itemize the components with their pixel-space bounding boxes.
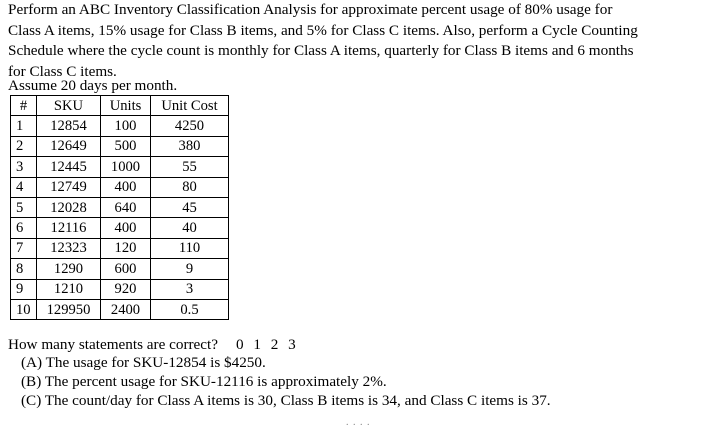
- row-sku: 12649: [37, 136, 101, 156]
- row-index: 6: [11, 218, 37, 238]
- row-index: 5: [11, 197, 37, 217]
- row-sku: 12116: [37, 218, 101, 238]
- row-sku: 1290: [37, 259, 101, 279]
- answer-options: 0 1 2 3: [236, 336, 296, 353]
- problem-line: Schedule where the cycle count is monthly for Class A items, quarterly for Class B items and 6 months: [8, 42, 634, 60]
- statement-c: (C) The count/day for Class A items is 30, Class B items is 34, and Class C items is 37.: [21, 392, 551, 409]
- row-sku: 12028: [37, 197, 101, 217]
- problem-line: Perform an ABC Inventory Classification Analysis for approximate percent usage of 80% usage for: [8, 1, 613, 18]
- question-line: [8, 336, 296, 354]
- row-unit-cost: 40: [151, 218, 229, 238]
- problem-line: Class A items, 15% usage for Class B items, and 5% for Class C items. Also, perform a Cycle Counting: [8, 21, 638, 39]
- table-row: [11, 136, 229, 156]
- row-sku: 12323: [37, 238, 101, 258]
- row-unit-cost: 4250: [151, 116, 229, 136]
- row-units: 600: [101, 259, 151, 279]
- row-unit-cost: 3: [151, 279, 229, 299]
- row-sku: 1210: [37, 279, 101, 299]
- statement-b: (B) The percent usage for SKU-12116 is approximately 2%.: [21, 373, 387, 390]
- table-row: [11, 259, 229, 279]
- table-row: [11, 299, 229, 319]
- table-row: [11, 116, 229, 136]
- assumption-text: Assume 20 days per month.: [8, 77, 178, 94]
- row-sku: 129950: [37, 299, 101, 319]
- row-sku: 12445: [37, 157, 101, 177]
- row-index: 2: [11, 136, 37, 156]
- table-row: [11, 218, 229, 238]
- row-units: 920: [101, 279, 151, 299]
- row-units: 1000: [101, 157, 151, 177]
- table-header-row: [11, 96, 229, 116]
- row-units: 400: [101, 177, 151, 197]
- header-sku: SKU: [37, 96, 101, 116]
- row-unit-cost: 380: [151, 136, 229, 156]
- header-units: Units: [101, 96, 151, 116]
- row-sku: 12854: [37, 116, 101, 136]
- row-index: 1: [11, 116, 37, 136]
- statement-a: (A) The usage for SKU-12854 is $4250.: [21, 354, 266, 371]
- problem-statement: [8, 0, 714, 82]
- row-units: 120: [101, 238, 151, 258]
- table-row: [11, 279, 229, 299]
- question-prompt: How many statements are correct?: [8, 336, 218, 353]
- row-index: 10: [11, 299, 37, 319]
- problem-line: for Class C items.: [8, 62, 117, 80]
- row-index: 7: [11, 238, 37, 258]
- table-row: [11, 157, 229, 177]
- row-index: 9: [11, 279, 37, 299]
- row-sku: 12749: [37, 177, 101, 197]
- row-index: 4: [11, 177, 37, 197]
- row-unit-cost: 45: [151, 197, 229, 217]
- inventory-table: [10, 95, 229, 320]
- row-index: 8: [11, 259, 37, 279]
- row-unit-cost: 9: [151, 259, 229, 279]
- row-unit-cost: 55: [151, 157, 229, 177]
- row-unit-cost: 110: [151, 238, 229, 258]
- row-units: 640: [101, 197, 151, 217]
- row-units: 100: [101, 116, 151, 136]
- table-row: [11, 238, 229, 258]
- row-index: 3: [11, 157, 37, 177]
- row-unit-cost: 80: [151, 177, 229, 197]
- table-row: [11, 197, 229, 217]
- continuation-dots: . . . .: [346, 417, 371, 428]
- header-unit-cost: Unit Cost: [151, 96, 229, 116]
- row-units: 2400: [101, 299, 151, 319]
- row-units: 400: [101, 218, 151, 238]
- header-index: #: [11, 96, 37, 116]
- row-unit-cost: 0.5: [151, 299, 229, 319]
- table-row: [11, 177, 229, 197]
- row-units: 500: [101, 136, 151, 156]
